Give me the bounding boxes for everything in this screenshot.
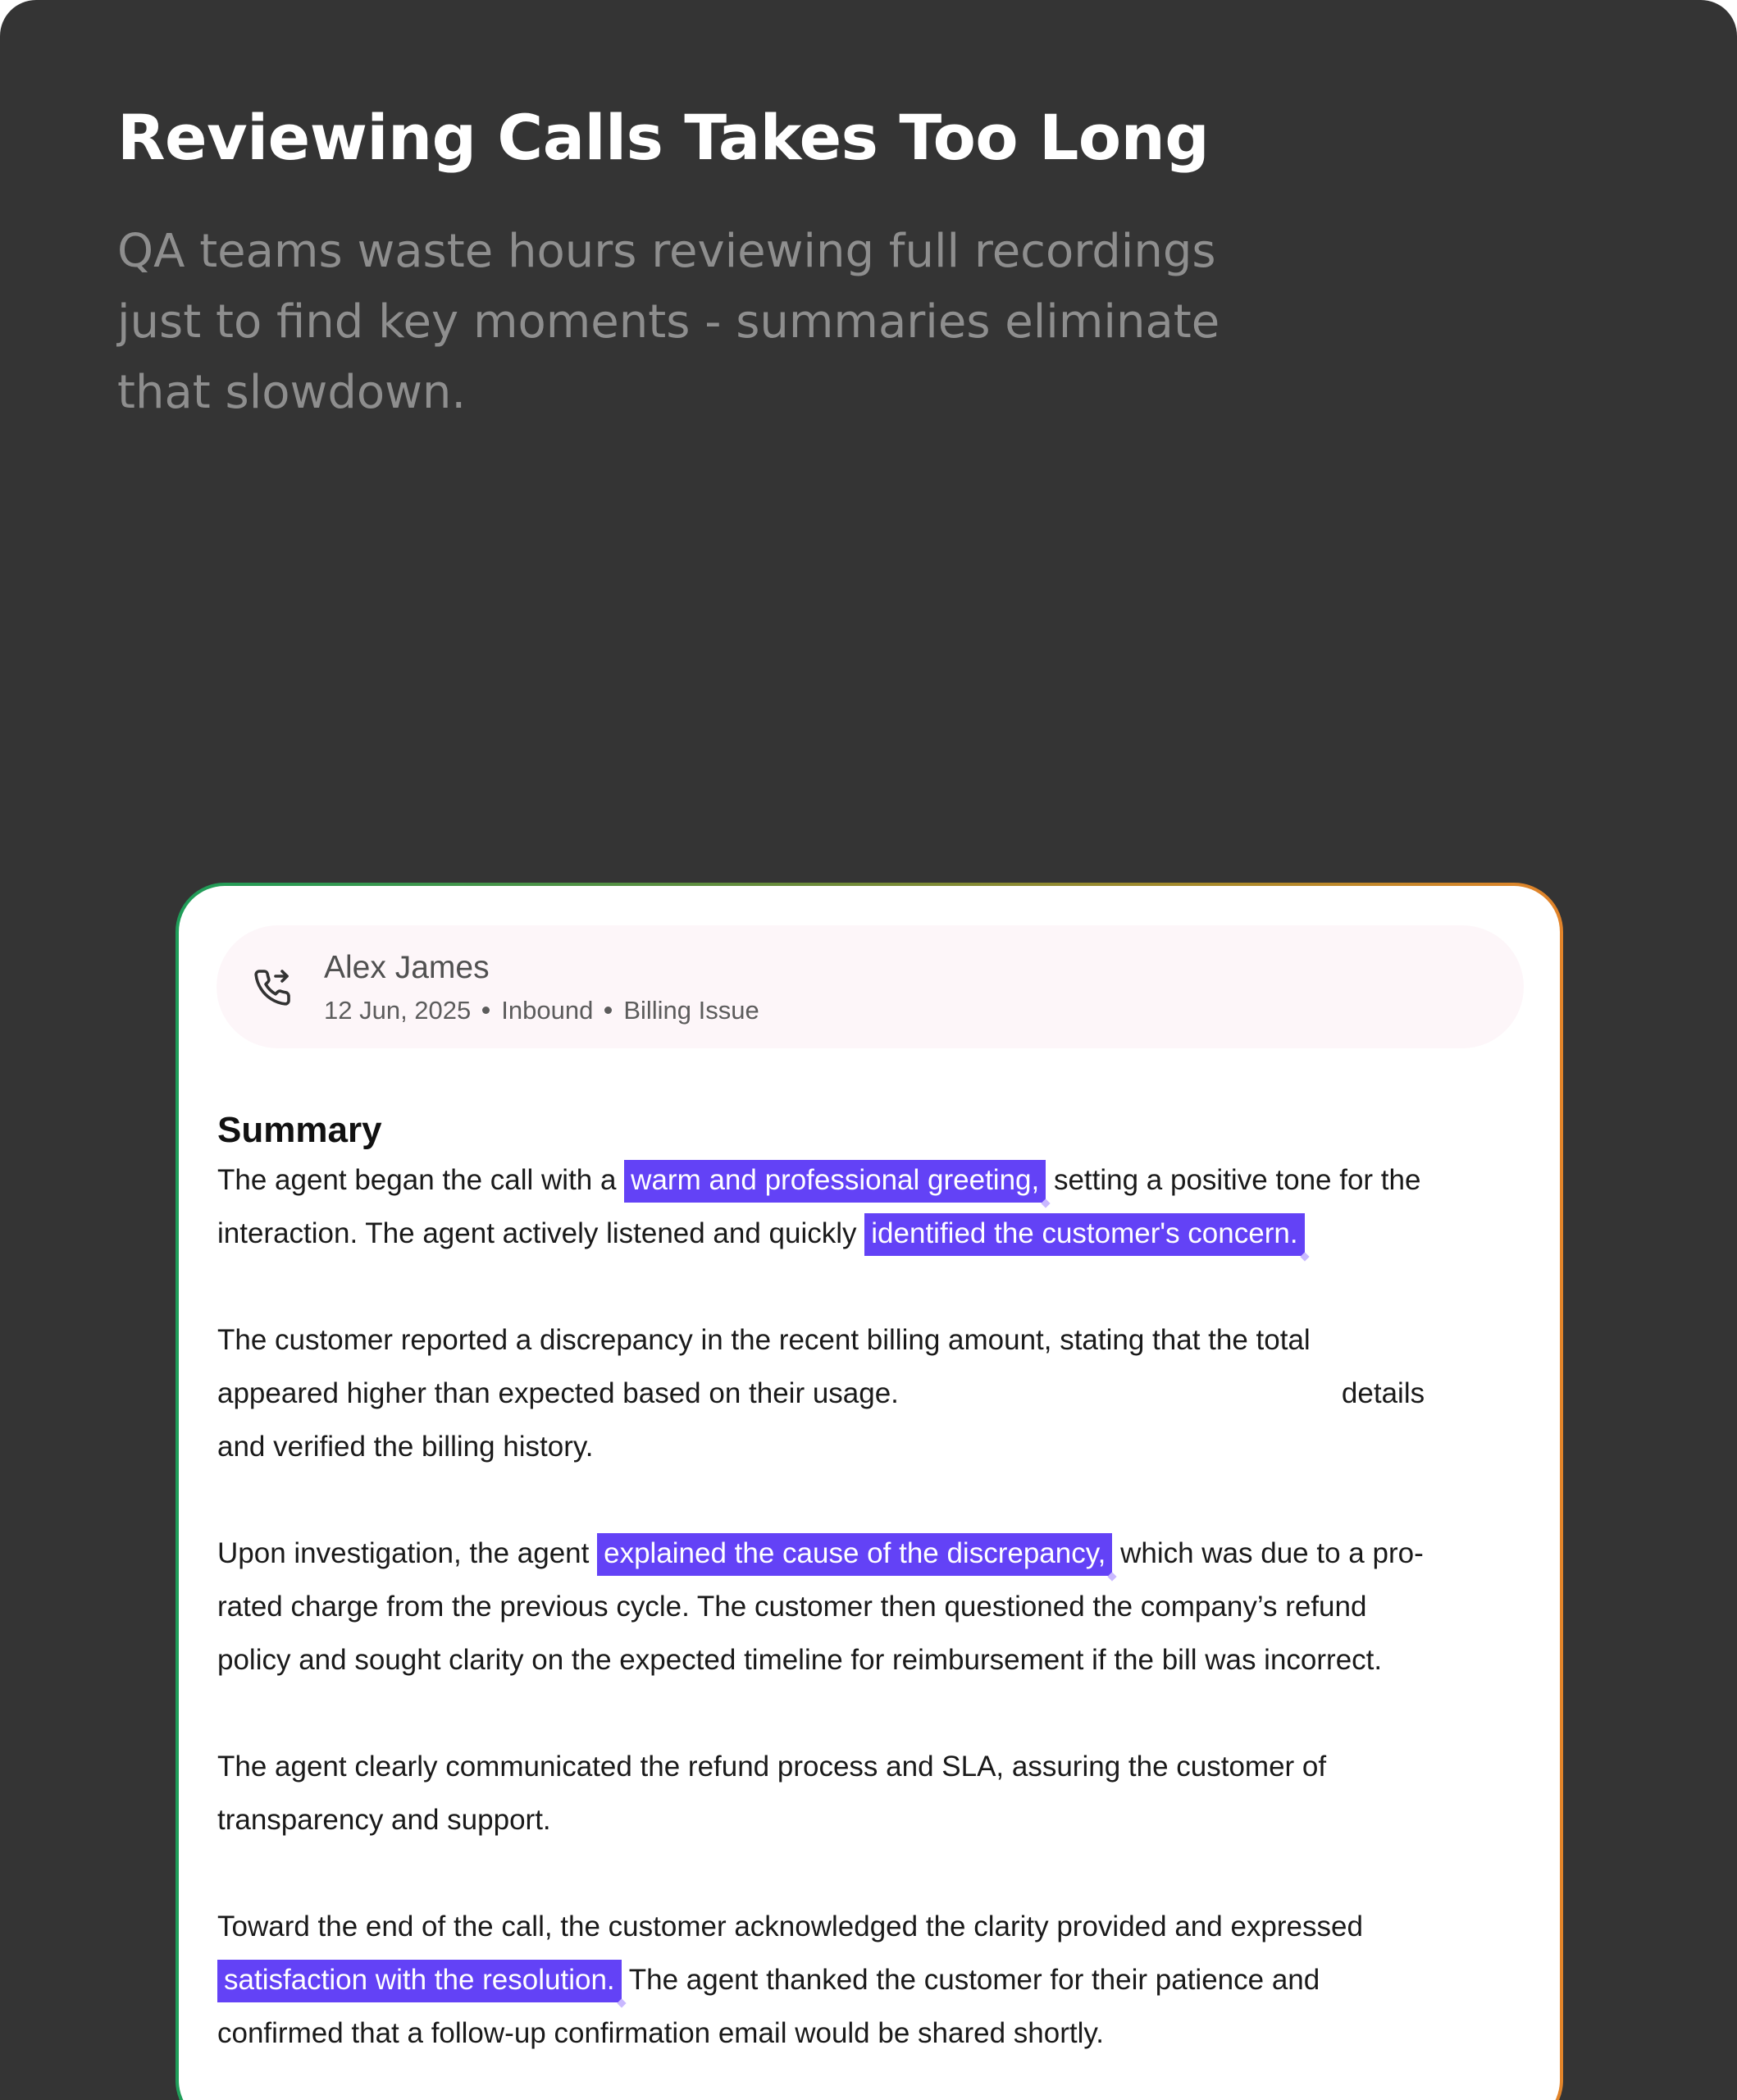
summary-text: The agent clearly communicated the refund process and SLA, assuring the customer of xyxy=(217,1751,1327,1783)
summary-paragraph xyxy=(217,1153,1521,1260)
call-header[interactable] xyxy=(217,925,1524,1048)
summary-text: rated charge from the previous cycle. The customer then questioned the company’s refund xyxy=(217,1591,1367,1623)
summary-text: transparency and support. xyxy=(217,1804,551,1836)
summary-paragraph xyxy=(217,1740,1521,1847)
summary-text: The customer reported a discrepancy in the recent billing amount, stating that the total xyxy=(217,1324,1311,1356)
summary-text: Upon investigation, the agent xyxy=(217,1537,598,1569)
call-summary-card xyxy=(179,886,1560,2100)
summary-text: appeared higher than expected based on their usage. xyxy=(217,1377,899,1409)
highlight-concern[interactable]: identified the customer's concern. xyxy=(864,1213,1304,1256)
summary-paragraph xyxy=(217,1527,1521,1687)
summary-text: and verified the billing history. xyxy=(217,1431,594,1463)
page-title: Reviewing Calls Takes Too Long xyxy=(117,101,1210,174)
summary-text: policy and sought clarity on the expected timeline for reimbursement if the bill was incorrect. xyxy=(217,1644,1383,1676)
call-date: 12 Jun, 2025 xyxy=(324,996,472,1025)
call-summary-card-border xyxy=(176,883,1563,2100)
summary-text: which was due to a pro- xyxy=(1112,1537,1424,1569)
summary-paragraph xyxy=(217,1900,1521,2060)
highlight-greeting[interactable]: warm and professional greeting, xyxy=(624,1160,1046,1203)
summary-heading: Summary xyxy=(217,1110,382,1150)
call-category: Billing Issue xyxy=(623,996,759,1025)
summary-text: The agent began the call with a xyxy=(217,1164,625,1196)
highlight-discrepancy[interactable]: explained the cause of the discrepancy, xyxy=(597,1533,1112,1576)
summary-body xyxy=(217,1153,1521,2100)
page-subtitle: QA teams waste hours reviewing full recordings just to find key moments - summaries eliminate that slowdown. xyxy=(117,225,1220,419)
separator-dot xyxy=(604,1007,612,1014)
summary-text: setting a positive tone for the xyxy=(1046,1164,1421,1196)
caller-name: Alex James xyxy=(324,950,490,985)
highlight-satisfaction[interactable]: satisfaction with the resolution. xyxy=(217,1960,622,2002)
summary-text: confirmed that a follow-up confirmation email would be shared shortly. xyxy=(217,2017,1104,2049)
summary-text: Toward the end of the call, the customer acknowledged the clarity provided and expressed xyxy=(217,1911,1363,1942)
call-direction: Inbound xyxy=(501,996,594,1025)
summary-paragraph xyxy=(217,1313,1521,1473)
call-meta xyxy=(324,994,759,1027)
summary-text: interaction. The agent actively listened and quickly xyxy=(217,1217,865,1249)
separator-dot xyxy=(482,1007,490,1014)
phone-transfer-icon xyxy=(253,968,292,1007)
summary-text: The agent thanked the customer for their patience and xyxy=(621,1964,1320,1996)
summary-text: details xyxy=(1341,1377,1425,1409)
